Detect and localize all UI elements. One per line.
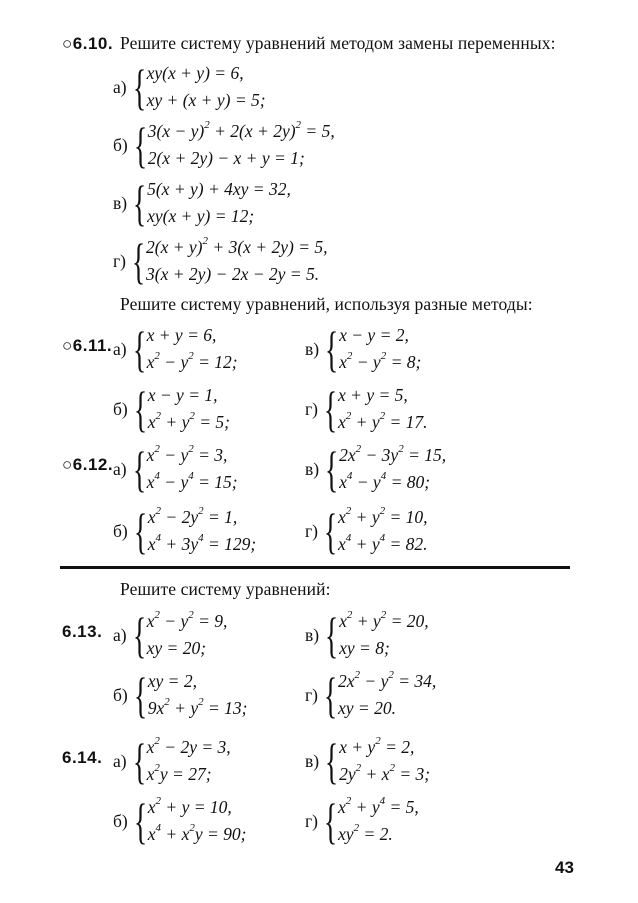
system-6-12-a bbox=[113, 442, 238, 496]
equation: $x^2y = 27$; bbox=[146, 762, 212, 784]
equation: 5(x + y) + 4xy = 32, bbox=[147, 179, 291, 199]
problem-number-6-10: ○6.10. bbox=[62, 34, 114, 53]
brace-symbol: { bbox=[324, 793, 338, 849]
problem-number-6-11: ○6.11. bbox=[62, 336, 113, 355]
system-6-13-g bbox=[305, 668, 436, 722]
system-6-11-g bbox=[305, 382, 428, 436]
brace-symbol: { bbox=[325, 607, 339, 663]
equation: $2x^2 - y^2 = 34$, bbox=[338, 669, 437, 691]
equation: $x^4 - y^4 = 80$; bbox=[339, 470, 431, 492]
equation: $x^2 + y^2 = 17$. bbox=[338, 410, 428, 432]
equation: 2(x + 2y) − x + y = 1; bbox=[147, 148, 305, 168]
system-6-10-g bbox=[113, 234, 328, 288]
brace-symbol: { bbox=[132, 321, 146, 377]
equation: $2x^2 - 3y^2 = 15$, bbox=[339, 443, 447, 465]
system-6-14-a bbox=[113, 734, 231, 788]
item-label: в) bbox=[305, 338, 320, 359]
equation: $x^2 + y^2 = 10$, bbox=[338, 505, 428, 527]
equation: $x^2 - y^2 = 9$, bbox=[146, 609, 228, 631]
equation: $9x^2 + y^2 = 13$; bbox=[147, 696, 248, 718]
equation: $x^2 - y^2 = 3$, bbox=[146, 443, 228, 465]
equation: x − y = 1, bbox=[147, 385, 218, 405]
equation: xy = 2, bbox=[147, 671, 197, 691]
equation: $x^2 + y^2 = 20$, bbox=[339, 609, 429, 631]
equation: $x^4 + 3y^4 = 129$; bbox=[147, 532, 257, 554]
system-6-14-v bbox=[305, 734, 430, 788]
equation: x + y = 6, bbox=[146, 325, 217, 345]
item-label: б) bbox=[113, 134, 128, 155]
equation: x − y = 2, bbox=[339, 325, 409, 345]
equation: $x^4 + y^4 = 82$. bbox=[338, 532, 428, 554]
item-label: а) bbox=[113, 338, 127, 359]
equation: $x^4 - y^4 = 15$; bbox=[146, 470, 238, 492]
brace-symbol: { bbox=[133, 793, 147, 849]
system-6-11-a bbox=[113, 322, 238, 376]
brace-symbol: { bbox=[132, 733, 146, 789]
system-6-14-g bbox=[305, 794, 419, 848]
equation: $x^2 - y^2 = 12$; bbox=[146, 350, 238, 372]
equation: 3(x + 2y) − 2x − 2y = 5. bbox=[146, 264, 320, 284]
equation: $x^4 + x^2y = 90$; bbox=[147, 822, 247, 844]
system-6-10-v bbox=[113, 176, 291, 230]
item-label: б) bbox=[113, 520, 128, 541]
equation: $x^2 - 2y = 3$, bbox=[146, 735, 231, 757]
equation: xy = 20; bbox=[146, 638, 207, 658]
equation: $x^2 + y^4 = 5$, bbox=[338, 795, 419, 817]
item-label: в) bbox=[305, 458, 320, 479]
item-label: б) bbox=[113, 398, 128, 419]
brace-symbol: { bbox=[132, 441, 146, 497]
brace-symbol: { bbox=[133, 667, 147, 723]
problem-6-10-instruction: Решите систему уравнений методом замены переменных: bbox=[120, 33, 556, 53]
item-label: г) bbox=[305, 684, 319, 705]
equation: xy(x + y) = 12; bbox=[147, 206, 255, 226]
system-6-10-a bbox=[113, 60, 266, 114]
problem-6-11-instruction: Решите систему уравнений, используя разные методы: bbox=[120, 294, 533, 314]
brace-symbol: { bbox=[133, 175, 147, 231]
item-label: г) bbox=[305, 810, 319, 831]
equation: $2y^2 + x^2 = 3$; bbox=[339, 762, 431, 784]
equation: $x^2 + y = 10$, bbox=[147, 795, 232, 817]
brace-symbol: { bbox=[132, 607, 146, 663]
item-label: г) bbox=[305, 398, 319, 419]
item-label: б) bbox=[113, 810, 128, 831]
equation: $x^2 - 2y^2 = 1$, bbox=[147, 505, 238, 527]
problem-number-6-12: ○6.12. bbox=[62, 455, 114, 474]
system-6-12-v bbox=[305, 442, 446, 496]
item-label: в) bbox=[305, 750, 320, 771]
brace-symbol: { bbox=[132, 233, 146, 289]
problem-6-13-instruction: Решите систему уравнений: bbox=[120, 579, 331, 599]
brace-symbol: { bbox=[324, 667, 338, 723]
brace-symbol: { bbox=[325, 733, 339, 789]
equation: xy = 20. bbox=[338, 698, 396, 718]
equation: $x^2 + y^2 = 5$; bbox=[147, 410, 230, 432]
item-label: а) bbox=[113, 458, 127, 479]
equation: $3(x - y)^2 + 2(x + 2y)^2 = 5$, bbox=[147, 119, 335, 141]
problem-number-6-13: 6.13. bbox=[62, 622, 103, 641]
equation: $x + y^2 = 2$, bbox=[339, 735, 415, 757]
item-label: а) bbox=[113, 76, 127, 97]
system-6-11-b bbox=[113, 382, 230, 436]
equation: x + y = 5, bbox=[338, 385, 408, 405]
item-label: а) bbox=[113, 624, 127, 645]
brace-symbol: { bbox=[325, 321, 339, 377]
item-label: в) bbox=[113, 192, 128, 213]
system-6-14-b bbox=[113, 794, 247, 848]
item-label: б) bbox=[113, 684, 128, 705]
system-6-12-g bbox=[305, 504, 428, 558]
equation: $xy^2 = 2$. bbox=[338, 822, 393, 844]
brace-symbol: { bbox=[324, 381, 338, 437]
system-6-10-b bbox=[113, 118, 335, 172]
equation: xy(x + y) = 6, bbox=[146, 63, 244, 83]
system-6-11-v bbox=[305, 322, 421, 376]
item-label: в) bbox=[305, 624, 320, 645]
section-divider bbox=[60, 566, 570, 569]
item-label: а) bbox=[113, 750, 127, 771]
brace-symbol: { bbox=[133, 503, 147, 559]
brace-symbol: { bbox=[132, 59, 146, 115]
system-6-13-v bbox=[305, 608, 429, 662]
system-6-12-b bbox=[113, 504, 256, 558]
item-label: г) bbox=[113, 250, 127, 271]
brace-symbol: { bbox=[325, 441, 339, 497]
problem-number-6-14: 6.14. bbox=[62, 748, 103, 767]
equation: $x^2 - y^2 = 8$; bbox=[339, 350, 422, 372]
equation: $2(x + y)^2 + 3(x + 2y) = 5$, bbox=[146, 235, 328, 257]
brace-symbol: { bbox=[133, 117, 147, 173]
equation: xy = 8; bbox=[339, 638, 390, 658]
brace-symbol: { bbox=[133, 381, 147, 437]
system-6-13-b bbox=[113, 668, 247, 722]
equation: xy + (x + y) = 5; bbox=[146, 90, 266, 110]
brace-symbol: { bbox=[324, 503, 338, 559]
item-label: г) bbox=[305, 520, 319, 541]
system-6-13-a bbox=[113, 608, 227, 662]
page-number: 43 bbox=[555, 858, 574, 877]
